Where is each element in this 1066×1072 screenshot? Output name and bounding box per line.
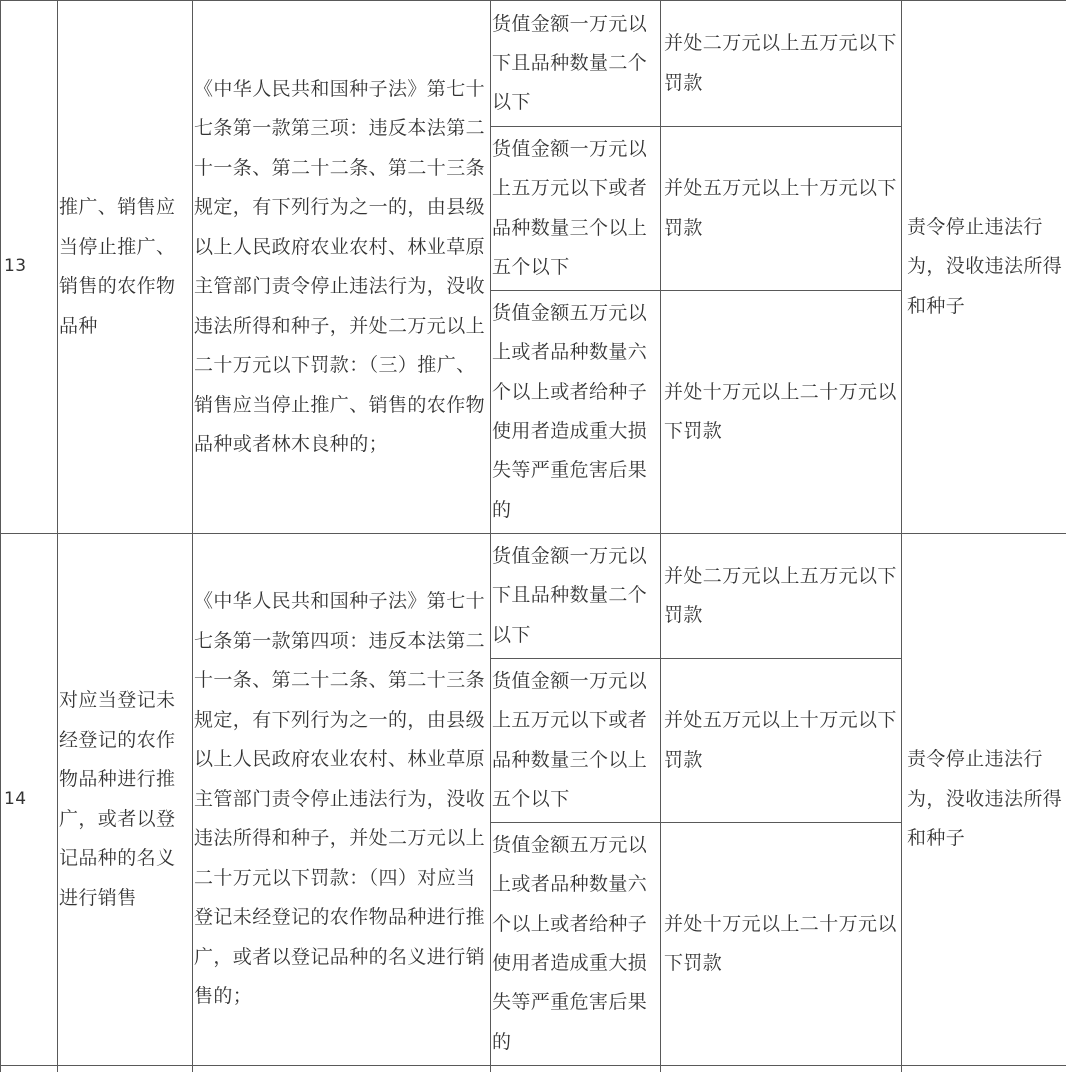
discretion-condition: 货值金额五万元以上或者品种数量六个以上或者给种子使用者造成重大损失等严重危害后果的: [491, 823, 661, 1066]
discretion-condition: 货值金额一万元以下且品种数量二个以下: [491, 534, 661, 659]
row-number: 14: [1, 534, 58, 1066]
corrective-measure: 责令停止违法行为，没收违法所得和种子: [902, 1, 1066, 534]
legal-basis: 《中华人民共和国种子法》第七十七条第一款第三项：违反本法第二十一条、第二十二条、第二十三条规定，有下列行为之一的，由县级以上人民政府农业农村、林业草原主管部门责令停止违法行为，没收违法所得和种子，并处二万元以上二十万元以下罚款：（三）推广、销售应当停止推广、销售的农作物品种或者林木良种的；: [193, 1, 491, 534]
violation-description: 对应当登记未经登记的农作物品种进行推广，或者以登记品种的名义进行销售: [58, 534, 193, 1066]
discretion-condition: 货值金额一万元以下且品种数量二个以下: [491, 1, 661, 127]
table-row: [1, 534, 1066, 659]
penalty-standard: 并处十万元以上二十万元以下罚款: [661, 291, 902, 534]
penalty-standard: 并处五万元以上十万元以下罚款: [661, 659, 902, 823]
violation-description: 推广、销售应当停止推广、销售的农作物品种: [58, 1, 193, 534]
corrective-measure: 责令停止违法行为，没收违法所得和种子: [902, 534, 1066, 1066]
discretion-condition: 货值金额五万元以上或者品种数量六个以上或者给种子使用者造成重大损失等严重危害后果的: [491, 291, 661, 534]
penalty-standard: 并处二万元以上五万元以下罚款: [661, 1, 902, 127]
discretion-condition: 货值金额一万元以上五万元以下或者品种数量三个以上五个以下: [491, 127, 661, 291]
table-row: [1, 1, 1066, 127]
penalty-standard: 并处五万元以上十万元以下罚款: [661, 127, 902, 291]
penalty-standard: 并处十万元以上二十万元以下罚款: [661, 823, 902, 1066]
legal-basis: 《中华人民共和国种子法》第七十七条第一款第四项：违反本法第二十一条、第二十二条、第二十三条规定，有下列行为之一的，由县级以上人民政府农业农村、林业草原主管部门责令停止违法行为，没收违法所得和种子，并处二万元以上二十万元以下罚款：（四）对应当登记未经登记的农作物品种进行推广，或者以登记品种的名义进行销售的；: [193, 534, 491, 1066]
row-number: 13: [1, 1, 58, 534]
penalty-standard: 并处二万元以上五万元以下罚款: [661, 534, 902, 659]
discretion-condition: 货值金额一万元以上五万元以下或者品种数量三个以上五个以下: [491, 659, 661, 823]
